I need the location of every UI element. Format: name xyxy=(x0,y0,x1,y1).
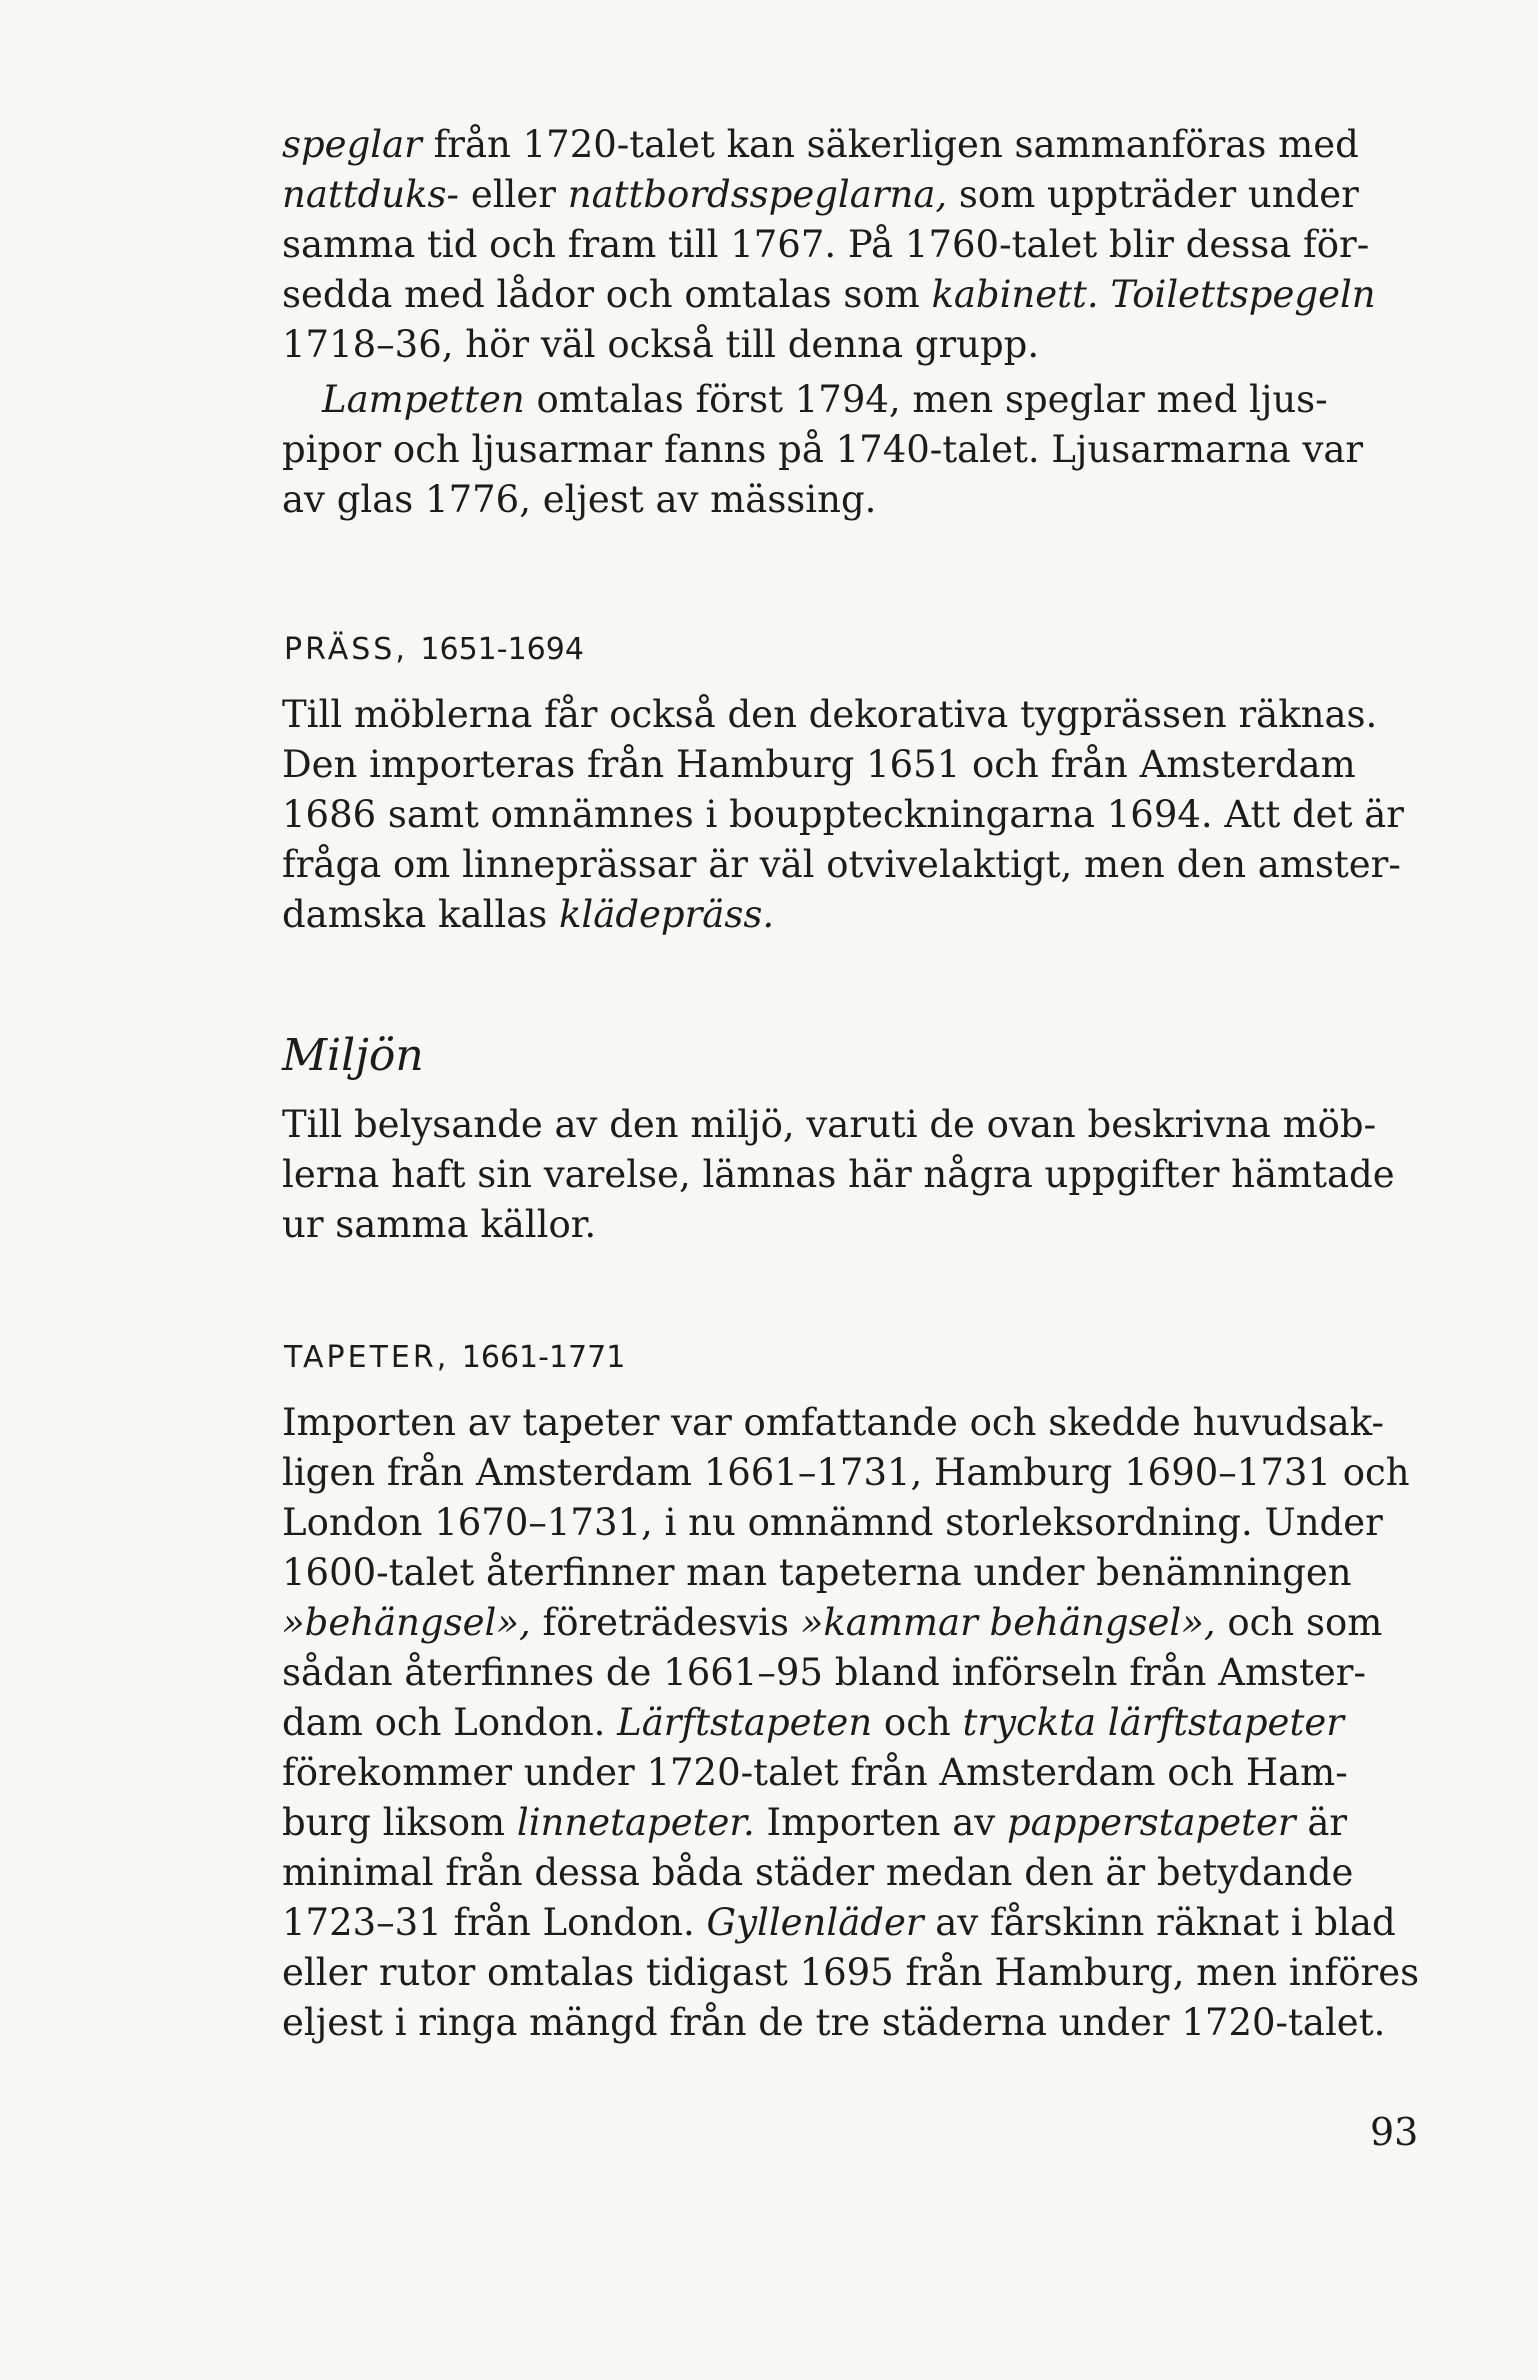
text-line: eller rutor omtalas tidigast 1695 från Hamburg, men införes xyxy=(282,1951,1420,1994)
italic-term: Gyllenläder xyxy=(706,1901,924,1944)
italic-term: Toilettspegeln xyxy=(1110,273,1376,316)
text-line: sådan återfinnes de 1661–95 bland införseln från Amster- xyxy=(282,1651,1366,1694)
text-line: minimal från dessa båda städer medan den är betydande xyxy=(282,1851,1354,1894)
text-run: Importen av xyxy=(754,1801,1007,1844)
text-line: pipor och ljusarmar fanns på 1740-talet. Ljusarmarna var xyxy=(282,428,1364,471)
section-heading-miljon: Miljön xyxy=(282,1030,424,1081)
text-run: sedda med lådor och omtalas som xyxy=(282,273,932,316)
text-line: Till möblerna får också den dekorativa tygprässen räknas. xyxy=(282,693,1378,736)
text-line: ligen från Amsterdam 1661–1731, Hamburg 1690–1731 och xyxy=(282,1451,1410,1494)
text-run: och som xyxy=(1215,1601,1383,1644)
text-line: eljest i ringa mängd från de tre städerna under 1720-talet. xyxy=(282,2001,1386,2044)
italic-term: linnetapeter. xyxy=(516,1801,755,1844)
text-line xyxy=(282,375,1412,425)
italic-term: klädepräss. xyxy=(559,893,775,936)
text-line xyxy=(282,170,1412,220)
text-line xyxy=(282,1798,1412,1848)
text-line: Importen av tapeter var omfattande och skedde huvudsak- xyxy=(282,1401,1384,1444)
italic-term: Lärftstapeten xyxy=(617,1701,873,1744)
text-run: burg liksom xyxy=(282,1801,517,1844)
text-line: London 1670–1731, i nu omnämnd storleksordning. Under xyxy=(282,1501,1383,1544)
text-run: dam och London. xyxy=(282,1701,618,1744)
text-line: förekommer under 1720-talet från Amsterdam och Ham- xyxy=(282,1751,1348,1794)
text-line xyxy=(282,1698,1412,1748)
text-run: 1718–36, hör väl också till denna grupp. xyxy=(282,323,1040,366)
section-heading-tapeter xyxy=(284,1340,625,1375)
text-line xyxy=(282,890,1412,940)
text-line xyxy=(282,320,1412,370)
text-line: Till belysande av den miljö, varuti de ovan beskrivna möb- xyxy=(282,1103,1377,1146)
heading-years: 1651-1694 xyxy=(420,632,584,667)
text-run: eller xyxy=(459,173,568,216)
heading-name: TAPETER, xyxy=(284,1340,450,1375)
text-run: som uppträder under xyxy=(947,173,1359,216)
text-line: lerna haft sin varelse, lämnas här några uppgifter hämtade xyxy=(282,1153,1395,1196)
text-run: av fårskinn räknat i blad xyxy=(923,1901,1396,1944)
text-line: ur samma källor. xyxy=(282,1203,597,1246)
italic-term: »behängsel», xyxy=(282,1601,531,1644)
text-line: 1600-talet återfinner man tapeterna under benämningen xyxy=(282,1551,1352,1594)
text-line: av glas 1776, eljest av mässing. xyxy=(282,478,877,521)
italic-term: tryckta lärftstapeter xyxy=(962,1701,1344,1744)
italic-term: speglar xyxy=(282,123,422,166)
page-number: 93 xyxy=(1370,2110,1419,2154)
text-line: fråga om linneprässar är väl otvivelaktigt, men den amster- xyxy=(282,843,1401,886)
italic-term: kabinett. xyxy=(931,273,1099,316)
section-heading-prass xyxy=(284,632,584,667)
text-line xyxy=(282,1598,1412,1648)
text-line xyxy=(282,220,1412,270)
text-line xyxy=(282,1898,1412,1948)
text-run: omtalas först 1794, men speglar med ljus- xyxy=(524,378,1328,421)
text-run: och xyxy=(872,1701,963,1744)
italic-term: nattbordsspeglarna, xyxy=(567,173,948,216)
italic-term: papperstapeter xyxy=(1006,1801,1296,1844)
text-run: samma tid och fram till 1767. På 1760-talet blir dessa för- xyxy=(282,223,1370,266)
text-line xyxy=(282,270,1412,320)
italic-term: Lampetten xyxy=(322,378,525,421)
text-run: är xyxy=(1295,1801,1348,1844)
text-run: damska kallas xyxy=(282,893,560,936)
paragraph-lampetten xyxy=(282,375,1412,525)
text-run xyxy=(1099,273,1111,316)
text-run: företrädesvis xyxy=(530,1601,801,1644)
paragraph-prass xyxy=(282,690,1412,940)
heading-years: 1661-1771 xyxy=(461,1340,626,1375)
paragraph-tapeter xyxy=(282,1398,1420,2048)
text-line: Den importeras från Hamburg 1651 och från Amsterdam xyxy=(282,743,1356,786)
heading-name: PRÄSS, xyxy=(284,632,408,667)
italic-term: nattduks- xyxy=(282,173,460,216)
paragraph-miljon xyxy=(282,1100,1412,1250)
italic-term: »kammar behängsel», xyxy=(800,1601,1216,1644)
text-run: 1723–31 från London. xyxy=(282,1901,707,1944)
text-run: från 1720-talet kan säkerligen sammanföras med xyxy=(421,123,1359,166)
text-line xyxy=(282,120,1412,170)
text-line: 1686 samt omnämnes i bouppteckningarna 1694. Att det är xyxy=(282,793,1404,836)
paragraph-speglar xyxy=(282,120,1412,370)
